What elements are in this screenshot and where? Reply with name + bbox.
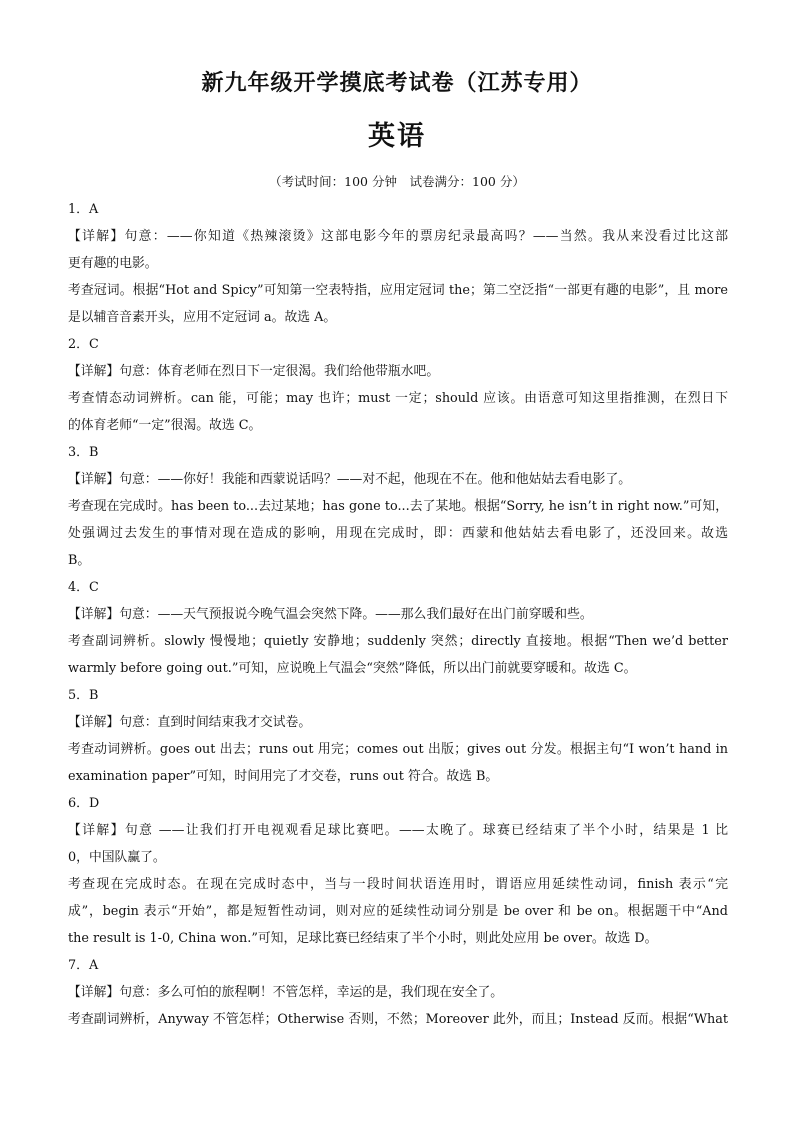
question-number: 2．C	[68, 337, 99, 352]
question-detail: 【详解】句意：体育老师在烈日下一定很渴。我们给他带瓶水吧。	[68, 364, 440, 379]
question-analysis: B。	[68, 553, 91, 568]
exam-info: （考试时间：100 分钟 试卷满分：100 分）	[269, 174, 525, 189]
question-detail: 【详解】句意：——你知道《热辣滚烫》这部电影今年的票房纪录最高吗？——当然。我从来没看过比这部	[68, 229, 728, 244]
question-analysis: examination paper”可知，时间用完了才交卷，runs out 符合。故选 B。	[68, 769, 499, 784]
question-number: 4．C	[68, 580, 99, 595]
question-analysis: 考查动词辨析。goes out 出去；runs out 用完；comes out 出版；gives out 分发。根据主句“I won’t hand in	[68, 742, 728, 757]
question-analysis: the result is 1-0, China won.”可知，足球比赛已经结束了半个小时，则此处应用 be over。故选 D。	[68, 931, 658, 946]
question-analysis: 是以辅音音素开头，应用不定冠词 a。故选 A。	[68, 310, 337, 325]
question-analysis: 处强调过去发生的事情对现在造成的影响，用现在完成时，即：西蒙和他姑姑去看电影了，还没回来。故选	[68, 526, 728, 541]
question-number: 3．B	[68, 445, 99, 460]
question-analysis: 考查副词辨析，Anyway 不管怎样；Otherwise 否则，不然；Moreover 此外，而且；Instead 反而。根据“What	[68, 1012, 728, 1027]
question-analysis: 考查情态动词辨析。can 能，可能；may 也许；must 一定；should 应该。由语意可知这里指推测，在烈日下	[68, 391, 728, 406]
subject-heading: 英语	[368, 121, 426, 152]
question-analysis: 考查现在完成时态。在现在完成时态中，当与一段时间状语连用时，谓语应用延续性动词，finish 表示“完	[68, 877, 728, 892]
question-detail: 【详解】句意 ——让我们打开电视观看足球比赛吧。——太晚了。球赛已经结束了半个小时，结果是 1 比	[68, 823, 728, 838]
page-title: 新九年级开学摸底考试卷（江苏专用）	[201, 71, 593, 96]
question-detail: 【详解】句意：——天气预报说今晚气温会突然下降。——那么我们最好在出门前穿暖和些。	[68, 607, 593, 622]
question-detail: 【详解】句意：直到时间结束我才交试卷。	[68, 715, 312, 730]
question-analysis: 考查现在完成时。has been to...去过某地；has gone to...去了某地。根据“Sorry, he isn’t in right now.”可知，	[68, 499, 728, 514]
question-detail: 【详解】句意：——你好！我能和西蒙说话吗？——对不起，他现在不在。他和他姑姑去看电影了。	[68, 472, 632, 487]
answer-content	[68, 196, 728, 1033]
question-number: 7．A	[68, 958, 99, 973]
question-number: 5．B	[68, 688, 99, 703]
question-analysis: 考查副词辨析。slowly 慢慢地；quietly 安静地；suddenly 突然；directly 直接地。根据“Then we’d better	[68, 634, 728, 649]
question-detail: 0，中国队赢了。	[68, 850, 166, 865]
question-detail: 更有趣的电影。	[68, 256, 158, 271]
question-analysis: 考查冠词。根据“Hot and Spicy”可知第一空表特指，应用定冠词 the；第二空泛指“一部更有趣的电影”，且 more	[68, 283, 728, 298]
question-detail: 【详解】句意：多么可怕的旅程啊！不管怎样，幸运的是，我们现在安全了。	[68, 985, 504, 1000]
question-number: 6．D	[68, 796, 100, 811]
question-number: 1．A	[68, 202, 99, 217]
question-analysis: warmly before going out.”可知，应说晚上气温会“突然”降低，所以出门前就要穿暖和。故选 C。	[68, 661, 637, 676]
question-analysis: 成”，begin 表示“开始”，都是短暂性动词，则对应的延续性动词分别是 be over 和 be on。根据题干中“And	[68, 904, 728, 919]
question-analysis: 的体育老师“一定”很渴。故选 C。	[68, 418, 262, 433]
